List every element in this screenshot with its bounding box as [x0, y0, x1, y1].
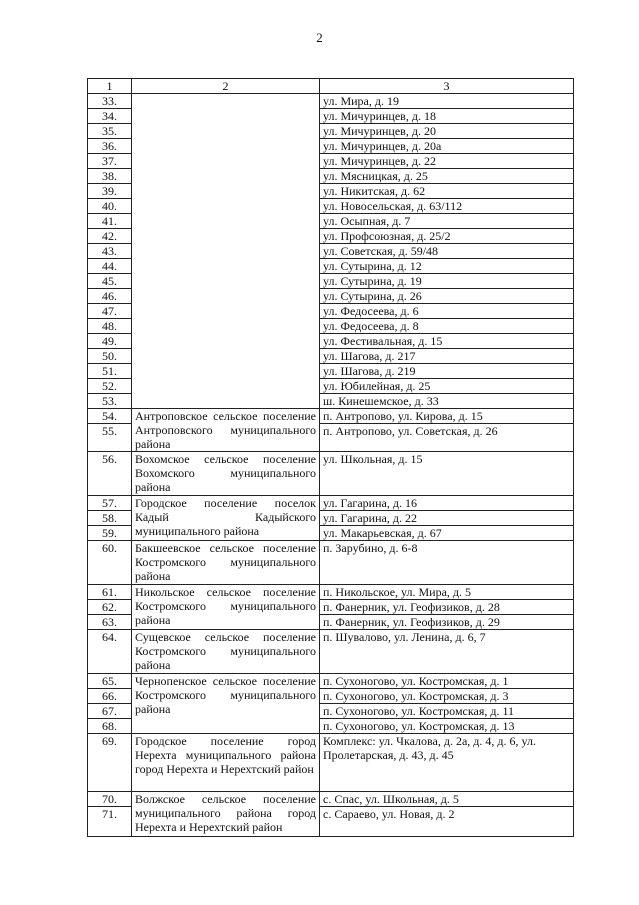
- row-number: 43.: [88, 244, 132, 259]
- table-row: [88, 541, 574, 585]
- table-row: [88, 585, 574, 600]
- row-number: 62.: [88, 600, 132, 615]
- address: ул. Мичуринцев, д. 20а: [320, 139, 574, 154]
- municipality-name: Сущевское сельское поселение Костромского муниципального района: [132, 630, 320, 674]
- address: ул. Юбилейная, д. 25: [320, 379, 574, 394]
- municipality-name: [132, 94, 320, 409]
- row-number: 55.: [88, 424, 132, 452]
- address: п. Шувалово, ул. Ленина, д. 6, 7: [320, 630, 574, 674]
- address: ул. Макарьевская, д. 67: [320, 526, 574, 541]
- row-number: 70.: [88, 792, 132, 807]
- row-number: 64.: [88, 630, 132, 674]
- table-body: [88, 94, 574, 837]
- address: ул. Шагова, д. 217: [320, 349, 574, 364]
- table-header-row: [88, 79, 574, 94]
- row-number: 67.: [88, 704, 132, 719]
- address: ул. Сутырина, д. 19: [320, 274, 574, 289]
- row-number: 60.: [88, 541, 132, 585]
- row-number: 68.: [88, 719, 132, 734]
- address: с. Спас, ул. Школьная, д. 5: [320, 792, 574, 807]
- table-row: [88, 409, 574, 424]
- row-number: 63.: [88, 615, 132, 630]
- address: ул. Гагарина, д. 16: [320, 496, 574, 511]
- address: Комплекс: ул. Чкалова, д. 2а, д. 4, д. 6, ул. Пролетарская, д. 43, д. 45: [320, 734, 574, 792]
- address: ул. Новосельская, д. 63/112: [320, 199, 574, 214]
- municipality-name: Вохомское сельское поселение Вохомского муниципального района: [132, 452, 320, 496]
- address: ул. Мичуринцев, д. 18: [320, 109, 574, 124]
- address: п. Никольское, ул. Мира, д. 5: [320, 585, 574, 600]
- page-number: 2: [316, 30, 323, 45]
- row-number: 42.: [88, 229, 132, 244]
- row-number: 40.: [88, 199, 132, 214]
- table-row: [88, 452, 574, 496]
- municipality-name: Городское поселение поселок Кадый Кадыйского муниципального района: [132, 496, 320, 541]
- table-row: [88, 496, 574, 511]
- address: ул. Федосеева, д. 8: [320, 319, 574, 334]
- row-number: 65.: [88, 674, 132, 689]
- table-row: [88, 630, 574, 674]
- address: ул. Осыпная, д. 7: [320, 214, 574, 229]
- row-number: 33.: [88, 94, 132, 109]
- row-number: 66.: [88, 689, 132, 704]
- row-number: 61.: [88, 585, 132, 600]
- address: ул. Гагарина, д. 22: [320, 511, 574, 526]
- address: ул. Федосеева, д. 6: [320, 304, 574, 319]
- address: п. Зарубино, д. 6-8: [320, 541, 574, 585]
- addresses-table: [87, 78, 574, 837]
- header-col-1: 1: [88, 79, 132, 94]
- table-row: [88, 734, 574, 792]
- address: с. Сараево, ул. Новая, д. 2: [320, 807, 574, 837]
- row-number: 45.: [88, 274, 132, 289]
- address: п. Сухоногово, ул. Костромская, д. 3: [320, 689, 574, 704]
- header-col-2: 2: [132, 79, 320, 94]
- address: ш. Кинешемское, д. 33: [320, 394, 574, 409]
- table-row: [88, 94, 574, 109]
- address: п. Фанерник, ул. Геофизиков, д. 29: [320, 615, 574, 630]
- row-number: 50.: [88, 349, 132, 364]
- address: ул. Советская, д. 59/48: [320, 244, 574, 259]
- address: ул. Сутырина, д. 12: [320, 259, 574, 274]
- address: п. Сухоногово, ул. Костромская, д. 11: [320, 704, 574, 719]
- municipality-name: Волжское сельское поселение муниципального района город Нерехта и Нерехтский район: [132, 792, 320, 837]
- row-number: 56.: [88, 452, 132, 496]
- address: ул. Никитская, д. 62: [320, 184, 574, 199]
- address: ул. Мичуринцев, д. 22: [320, 154, 574, 169]
- table-row: [88, 674, 574, 689]
- header-col-3: 3: [320, 79, 574, 94]
- row-number: 39.: [88, 184, 132, 199]
- address: п. Сухоногово, ул. Костромская, д. 13: [320, 719, 574, 734]
- row-number: 58.: [88, 511, 132, 526]
- row-number: 49.: [88, 334, 132, 349]
- row-number: 47.: [88, 304, 132, 319]
- municipality-name: Городское поселение город Нерехта муниципального района город Нерехта и Нерехтский район: [132, 734, 320, 792]
- address: ул. Мичуринцев, д. 20: [320, 124, 574, 139]
- address: ул. Профсоюзная, д. 25/2: [320, 229, 574, 244]
- address: ул. Мясницкая, д. 25: [320, 169, 574, 184]
- row-number: 54.: [88, 409, 132, 424]
- row-number: 52.: [88, 379, 132, 394]
- row-number: 71.: [88, 807, 132, 837]
- row-number: 34.: [88, 109, 132, 124]
- municipality-name: Антроповское сельское поселение Антроповского муниципального района: [132, 409, 320, 452]
- address: п. Антропово, ул. Советская, д. 26: [320, 424, 574, 452]
- table-row: [88, 792, 574, 807]
- row-number: 44.: [88, 259, 132, 274]
- municipality-name: Бакшеевское сельское поселение Костромского муниципального района: [132, 541, 320, 585]
- address: ул. Сутырина, д. 26: [320, 289, 574, 304]
- row-number: 37.: [88, 154, 132, 169]
- row-number: 53.: [88, 394, 132, 409]
- row-number: 36.: [88, 139, 132, 154]
- row-number: 35.: [88, 124, 132, 139]
- row-number: 51.: [88, 364, 132, 379]
- address: ул. Шагова, д. 219: [320, 364, 574, 379]
- municipality-name: Чернопенское сельское поселение Костромского муниципального района: [132, 674, 320, 734]
- municipality-name: Никольское сельское поселение Костромского муниципального района: [132, 585, 320, 630]
- row-number: 59.: [88, 526, 132, 541]
- row-number: 46.: [88, 289, 132, 304]
- address: ул. Фестивальная, д. 15: [320, 334, 574, 349]
- address: ул. Мира, д. 19: [320, 94, 574, 109]
- row-number: 38.: [88, 169, 132, 184]
- address: п. Антропово, ул. Кирова, д. 15: [320, 409, 574, 424]
- row-number: 69.: [88, 734, 132, 792]
- address: п. Фанерник, ул. Геофизиков, д. 28: [320, 600, 574, 615]
- address: п. Сухоногово, ул. Костромская, д. 1: [320, 674, 574, 689]
- row-number: 48.: [88, 319, 132, 334]
- row-number: 41.: [88, 214, 132, 229]
- row-number: 57.: [88, 496, 132, 511]
- address: ул. Школьная, д. 15: [320, 452, 574, 496]
